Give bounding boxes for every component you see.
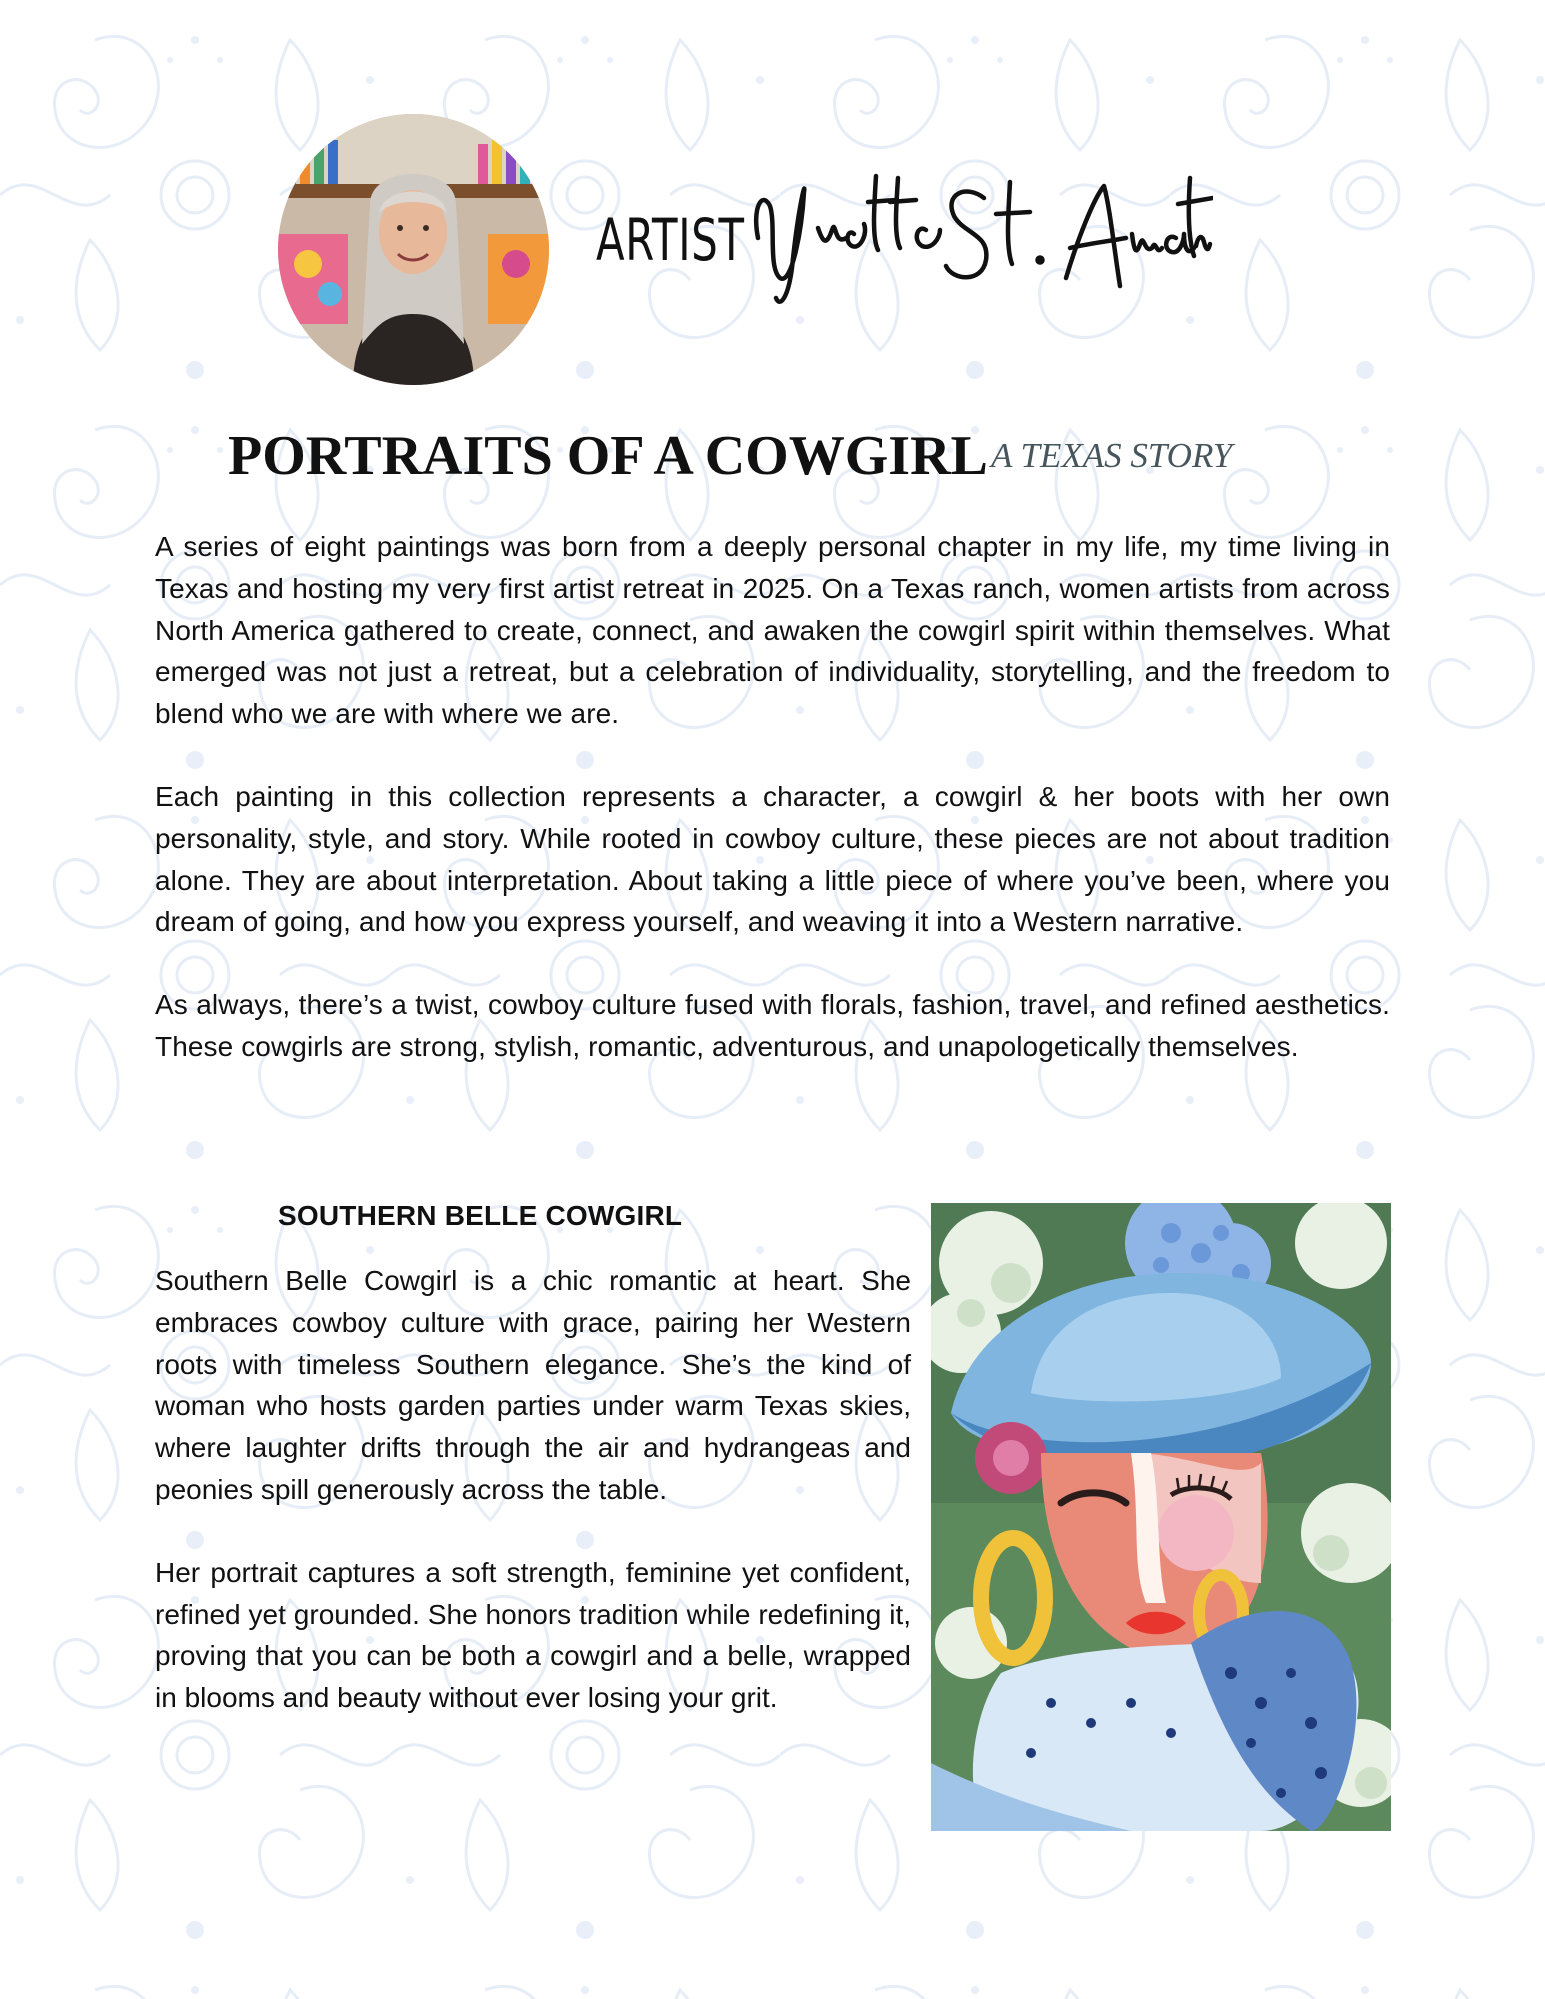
intro-paragraph: A series of eight paintings was born from a deeply personal chapter in my life, my time living in Texas and hosting my very first artist retreat in 2025. On a Texas ranch, women artists from across North America gathered to create, connect, and awaken the cowgirl spirit within themselves. What emerged was not just a retreat, but a celebration of individuality, storytelling, and the freedom to blend who we are with where we are. — [155, 531, 1390, 730]
section-text — [155, 1260, 911, 1760]
artist-signature-logo — [748, 168, 1213, 318]
artist-portrait-photo — [278, 114, 549, 385]
intro-paragraph: As always, there’s a twist, cowboy culture fused with florals, fashion, travel, and refined aesthetics. These cowgirls are strong, stylish, romantic, adventurous, and unapologetically themselves. — [155, 989, 1390, 1062]
section-paragraph: Southern Belle Cowgirl is a chic romantic at heart. She embraces cowboy culture with grace, pairing her Western roots with timeless Southern elegance. She’s the kind of woman who hosts garden parties under warm Texas skies, where laughter drifts through the air and hydrangeas and peonies spill generously across the table. — [155, 1265, 911, 1505]
section-heading: SOUTHERN BELLE COWGIRL — [278, 1200, 683, 1231]
intro-text — [155, 526, 1390, 1109]
intro-paragraph: Each painting in this collection represents a character, a cowgirl & her boots with her own personality, style, and story. While rooted in cowboy culture, these pieces are not about tradition alone. They are about interpretation. About taking a little piece of where you’ve been, where you dream of going, and how you express yourself, and weaving it into a Western narrative. — [155, 780, 1390, 938]
section-paragraph: Her portrait captures a soft strength, feminine yet confident, refined yet grounded. She honors tradition while redefining it, proving that you can be both a cowgirl and a belle, wrapped in blooms and beauty without ever losing your grit. — [155, 1556, 911, 1714]
artist-label: ARTIST — [596, 206, 745, 274]
page-title: PORTRAITS OF A COWGIRL — [228, 425, 988, 487]
southern-belle-cowgirl-painting — [931, 1203, 1391, 1831]
page-subtitle: A TEXAS STORY — [991, 436, 1233, 475]
